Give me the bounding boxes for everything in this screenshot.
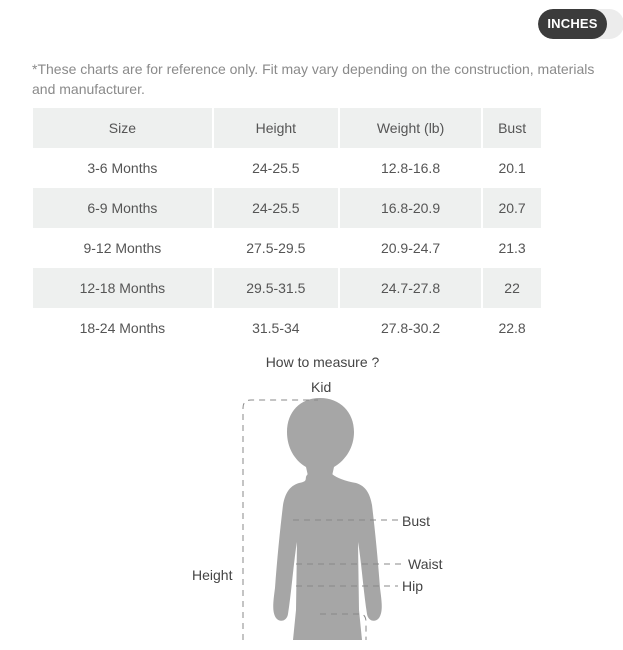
waist-label: Waist — [408, 556, 443, 572]
cell-bust: 22.8 — [498, 320, 526, 336]
cell-height: 29.5-31.5 — [214, 268, 340, 308]
cell-weight: 16.8-20.9 — [340, 188, 483, 228]
header-weight: Weight (lb) — [340, 108, 483, 148]
cell-bust: 20.1 — [498, 160, 526, 176]
cell-bust: 22 — [483, 268, 541, 308]
how-to-measure-title: How to measure ? — [265, 354, 380, 370]
cell-bust: 21.3 — [498, 240, 526, 256]
cell-size: 6-9 Months — [33, 188, 214, 228]
kid-label: Kid — [311, 379, 332, 395]
cell-size: 12-18 Months — [33, 268, 214, 308]
cell-height: 27.5-29.5 — [214, 228, 340, 268]
cell-size: 9-12 Months — [33, 228, 214, 268]
header-size: Size — [33, 108, 214, 148]
cell-weight: 12.8-16.8 — [340, 148, 483, 188]
cell-weight: 24.7-27.8 — [340, 268, 483, 308]
cell-size: 3-6 Months — [33, 148, 214, 188]
hip-label: Hip — [402, 578, 424, 594]
header-bust: Bust — [483, 108, 541, 148]
cell-size: 18-24 Months — [33, 308, 214, 348]
cell-weight: 20.9-24.7 — [340, 228, 483, 268]
cell-weight: 27.8-30.2 — [340, 308, 483, 348]
cell-bust: 20.7 — [483, 188, 541, 228]
bust-label: Bust — [402, 513, 431, 529]
kid-silhouette-icon — [273, 398, 382, 640]
cell-height: 31.5-34 — [214, 308, 340, 348]
inches-unit-button[interactable]: INCHES — [538, 9, 607, 39]
height-label: Height — [192, 567, 233, 583]
reference-note: *These charts are for reference only. Fit may vary depending on the construction, materials and manufacturer. — [32, 61, 595, 97]
cell-height: 24-25.5 — [214, 188, 340, 228]
cell-height: 24-25.5 — [214, 148, 340, 188]
header-height: Height — [214, 108, 340, 148]
